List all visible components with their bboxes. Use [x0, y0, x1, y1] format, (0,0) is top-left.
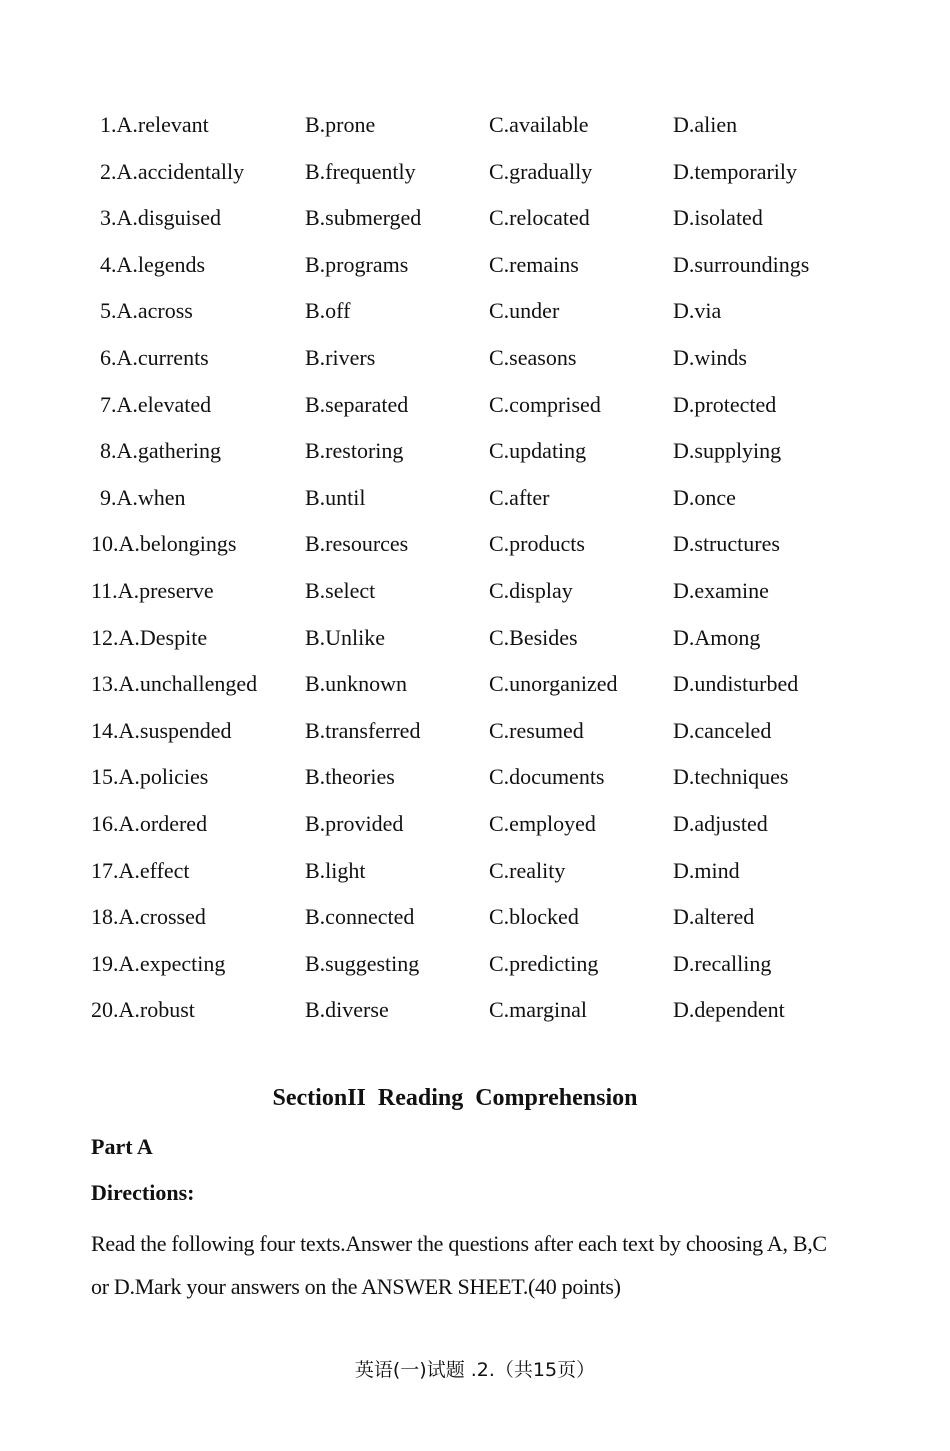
part-heading: Part A [91, 1134, 153, 1159]
option-c: C.updating [489, 438, 587, 464]
option-c: C.seasons [489, 344, 577, 370]
option-d: D.structures [673, 531, 780, 557]
option-d: D.once [673, 484, 736, 510]
option-b: B.transferred [305, 717, 421, 743]
option-c: C.under [489, 298, 560, 324]
option-b: B.rivers [305, 344, 376, 370]
option-d: D.dependent [673, 997, 785, 1023]
option-d: D.winds [673, 344, 747, 370]
option-b: B.prone [305, 112, 376, 137]
option-c: C.Besides [489, 624, 578, 650]
option-a: 16.A.ordered [91, 810, 208, 836]
question-row [0, 993, 950, 1040]
option-d: D.temporarily [673, 158, 798, 184]
question-row [0, 527, 950, 574]
option-d: D.Among [673, 624, 761, 650]
option-a: 19.A.expecting [91, 950, 226, 976]
option-b: B.unknown [305, 671, 408, 697]
question-row [0, 947, 950, 994]
answer-options-list [0, 108, 950, 1040]
option-a: 5.A.across [100, 298, 193, 324]
option-b: B.light [305, 857, 366, 883]
option-a: 6.A.currents [100, 344, 209, 370]
question-row [0, 155, 950, 202]
option-c: C.products [489, 531, 585, 557]
option-b: B.diverse [305, 997, 389, 1023]
option-b: B.until [305, 484, 366, 510]
option-a: 18.A.crossed [91, 904, 206, 930]
option-b: B.connected [305, 904, 415, 930]
question-row [0, 760, 950, 807]
option-a: 11.A.preserve [91, 577, 214, 603]
question-row [0, 248, 950, 295]
option-b: B.restoring [305, 438, 404, 464]
option-d: D.mind [673, 857, 740, 883]
option-c: C.marginal [489, 997, 587, 1023]
option-a: 17.A.effect [91, 857, 190, 883]
question-row [0, 900, 950, 947]
option-b: B.provided [305, 810, 404, 836]
option-d: D.examine [673, 577, 769, 603]
option-a: 20.A.robust [91, 997, 195, 1023]
option-b: B.theories [305, 764, 395, 790]
option-b: B.frequently [305, 158, 416, 184]
question-row [0, 201, 950, 248]
question-row [0, 574, 950, 621]
question-row [0, 388, 950, 435]
option-c: C.documents [489, 764, 605, 790]
option-c: C.available [489, 112, 589, 137]
option-c: C.unorganized [489, 671, 618, 697]
option-b: B.programs [305, 251, 409, 277]
option-a: 4.A.legends [100, 251, 206, 277]
option-a: 14.A.suspended [91, 717, 232, 743]
question-row [0, 434, 950, 481]
option-a: 7.A.elevated [100, 391, 212, 417]
option-b: B.resources [305, 531, 409, 557]
option-c: C.remains [489, 251, 579, 277]
option-c: C.predicting [489, 950, 599, 976]
option-a: 2.A.accidentally [100, 158, 245, 184]
option-d: D.undisturbed [673, 671, 799, 697]
option-b: B.off [305, 298, 351, 324]
option-d: D.adjusted [673, 810, 768, 836]
question-row [0, 807, 950, 854]
question-row [0, 854, 950, 901]
question-row [0, 294, 950, 341]
option-a: 10.A.belongings [91, 531, 237, 557]
option-d: D.isolated [673, 205, 763, 231]
question-row [0, 714, 950, 761]
option-c: C.gradually [489, 158, 593, 184]
option-c: C.employed [489, 810, 596, 836]
directions-text: Read the following four texts.Answer the questions after each text by choosing A, B,C or D.Mark your answers on the ANSWER SHEET.(40 points) [91, 1231, 827, 1299]
directions-label: Directions: [91, 1180, 195, 1205]
question-row [0, 108, 950, 155]
option-d: D.supplying [673, 438, 782, 464]
option-a: 1.A.relevant [100, 112, 209, 137]
option-c: C.blocked [489, 904, 579, 930]
option-b: B.submerged [305, 205, 422, 231]
option-c: C.relocated [489, 205, 590, 231]
section-title: SectionII Reading Comprehension [272, 1085, 638, 1111]
option-d: D.canceled [673, 717, 772, 743]
option-a: 12.A.Despite [91, 624, 208, 650]
option-b: B.select [305, 577, 376, 603]
option-b: B.suggesting [305, 950, 420, 976]
page-footer: 英语(一)试题 .2.（共15页） [354, 1359, 596, 1381]
option-a: 15.A.policies [91, 764, 209, 790]
option-b: B.Unlike [305, 624, 386, 650]
option-c: C.resumed [489, 717, 584, 743]
option-c: C.comprised [489, 391, 601, 417]
option-a: 13.A.unchallenged [91, 671, 258, 697]
option-b: B.separated [305, 391, 409, 417]
option-d: D.protected [673, 391, 777, 417]
option-d: D.recalling [673, 950, 772, 976]
option-d: D.altered [673, 904, 755, 930]
option-d: D.techniques [673, 764, 789, 790]
question-row [0, 621, 950, 668]
option-c: C.reality [489, 857, 566, 883]
question-row [0, 667, 950, 714]
option-a: 8.A.gathering [100, 438, 221, 464]
option-d: D.alien [673, 112, 738, 137]
option-c: C.display [489, 577, 573, 603]
option-c: C.after [489, 484, 550, 510]
option-a: 9.A.when [100, 484, 186, 510]
question-row [0, 341, 950, 388]
option-d: D.surroundings [673, 251, 810, 277]
option-d: D.via [673, 298, 722, 324]
option-a: 3.A.disguised [100, 205, 221, 231]
question-row [0, 481, 950, 528]
